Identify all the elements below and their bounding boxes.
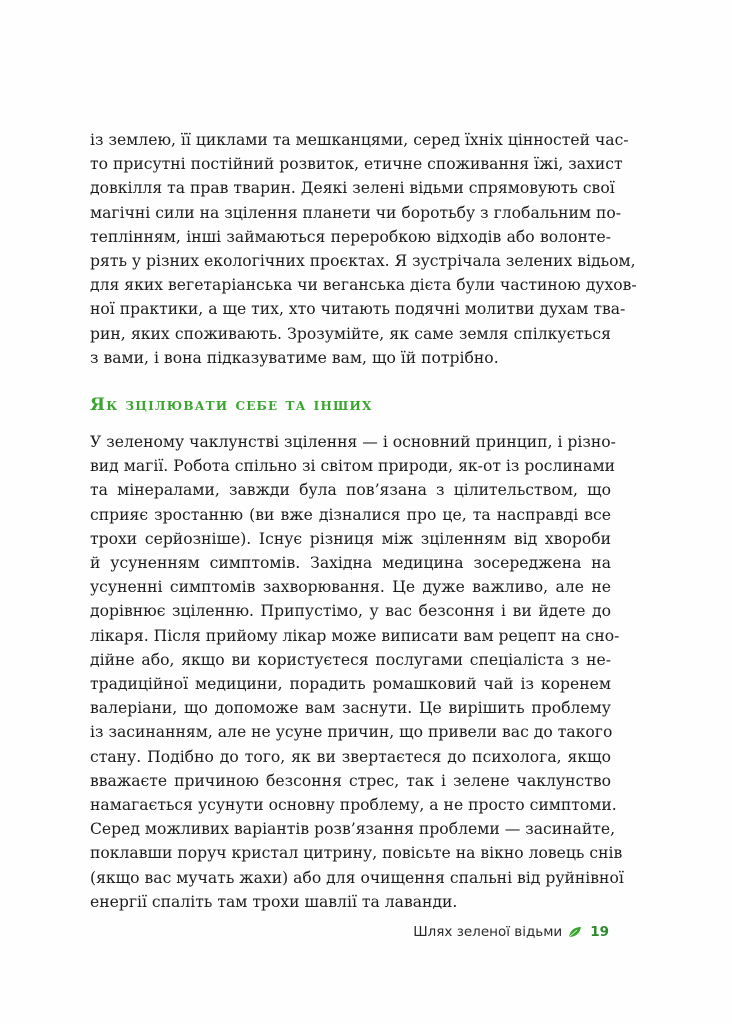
paragraph-line: стану. Подібно до того, як ви звертаєтеся до психолога, якщо — [90, 747, 611, 766]
paragraph-line: усуненні симптомів захворювання. Це дуже важливо, але не — [90, 578, 611, 597]
paragraph-line: то присутні постійний розвиток, етичне споживання їжі, захист — [90, 155, 623, 174]
paragraph-line: У зеленому чаклунстві зцілення — і основний принцип, і різно- — [90, 433, 616, 452]
paragraph-line: лікаря. Після прийому лікар може виписати вам рецепт на сно- — [90, 626, 620, 645]
paragraph-line: Серед можливих варіантів розв’язання проблеми — засинайте, — [90, 820, 616, 839]
paragraph-line: традиційної медицини, порадить ромашковий чай із коренем — [90, 675, 611, 694]
paragraph-1 — [90, 128, 637, 370]
paragraph-line: рять у різних екологічних проєктах. Я зустрічала зелених відьом, — [90, 252, 636, 271]
paragraph-line: валеріани, що допоможе вам заснути. Це вирішить проблему — [90, 699, 611, 718]
page-body — [90, 128, 637, 914]
page-number: 19 — [590, 924, 609, 940]
paragraph-line: ної практики, а ще тих, хто читають подячні молитви духам тва- — [90, 300, 626, 319]
paragraph-line: рин, яких споживають. Зрозумійте, як саме земля спілкується — [90, 324, 611, 343]
paragraph-line: сприяє зростанню (ви вже дізналися про це, та насправді все — [90, 505, 611, 524]
paragraph-line: дорівнює зціленню. Припустімо, у вас безсоння і ви йдете до — [90, 602, 611, 621]
paragraph-line: намагається усунути основну проблему, а не просто симптоми. — [90, 796, 617, 815]
paragraph-line: та мінералами, завжди була пов’язана з цілительством, що — [90, 481, 611, 500]
paragraph-line: з вами, і вона підказуватиме вам, що їй потрібно. — [90, 348, 499, 367]
paragraph-line: дійне або, якщо ви користуєтеся послугами спеціаліста з не- — [90, 650, 611, 669]
paragraph-line: трохи серйозніше). Існує різниця між зціленням від хвороби — [90, 529, 611, 548]
paragraph-2 — [90, 430, 624, 914]
paragraph-line: поклавши поруч кристал цитрину, повісьте на вікно ловець снів — [90, 844, 623, 863]
paragraph-line: довкілля та прав тварин. Деякі зелені відьми спрямовують свої — [90, 179, 615, 198]
section-heading: Як зцілювати себе та інших — [90, 395, 373, 416]
paragraph-line: із засинанням, але не усуне причин, що привели вас до такого — [90, 723, 613, 742]
paragraph-line: вважаєте причиною безсоння стрес, так і зелене чаклунство — [90, 771, 611, 790]
paragraph-line: вид магії. Робота спільно зі світом природи, як-от із рослинами — [90, 457, 615, 476]
paragraph-line: для яких вегетаріанська чи веганська дієта були частиною духов- — [90, 276, 637, 295]
paragraph-line: (якщо вас мучать жахи) або для очищення спальні від руйнівної — [90, 868, 624, 887]
page-footer — [413, 924, 609, 940]
paragraph-line: й усуненням симптомів. Західна медицина зосереджена на — [90, 554, 611, 573]
running-title: Шлях зеленої відьми — [413, 924, 563, 940]
paragraph-line: теплінням, інші займаються переробкою відходів або волонте- — [90, 227, 611, 246]
leaf-icon — [568, 926, 582, 938]
paragraph-line: енергії спаліть там трохи шавлії та лаванди. — [90, 892, 458, 911]
paragraph-line: магічні сили на зцілення планети чи боротьбу з глобальним по- — [90, 203, 622, 222]
paragraph-line: із землею, її циклами та мешканцями, серед їхніх цінностей час- — [90, 131, 629, 149]
